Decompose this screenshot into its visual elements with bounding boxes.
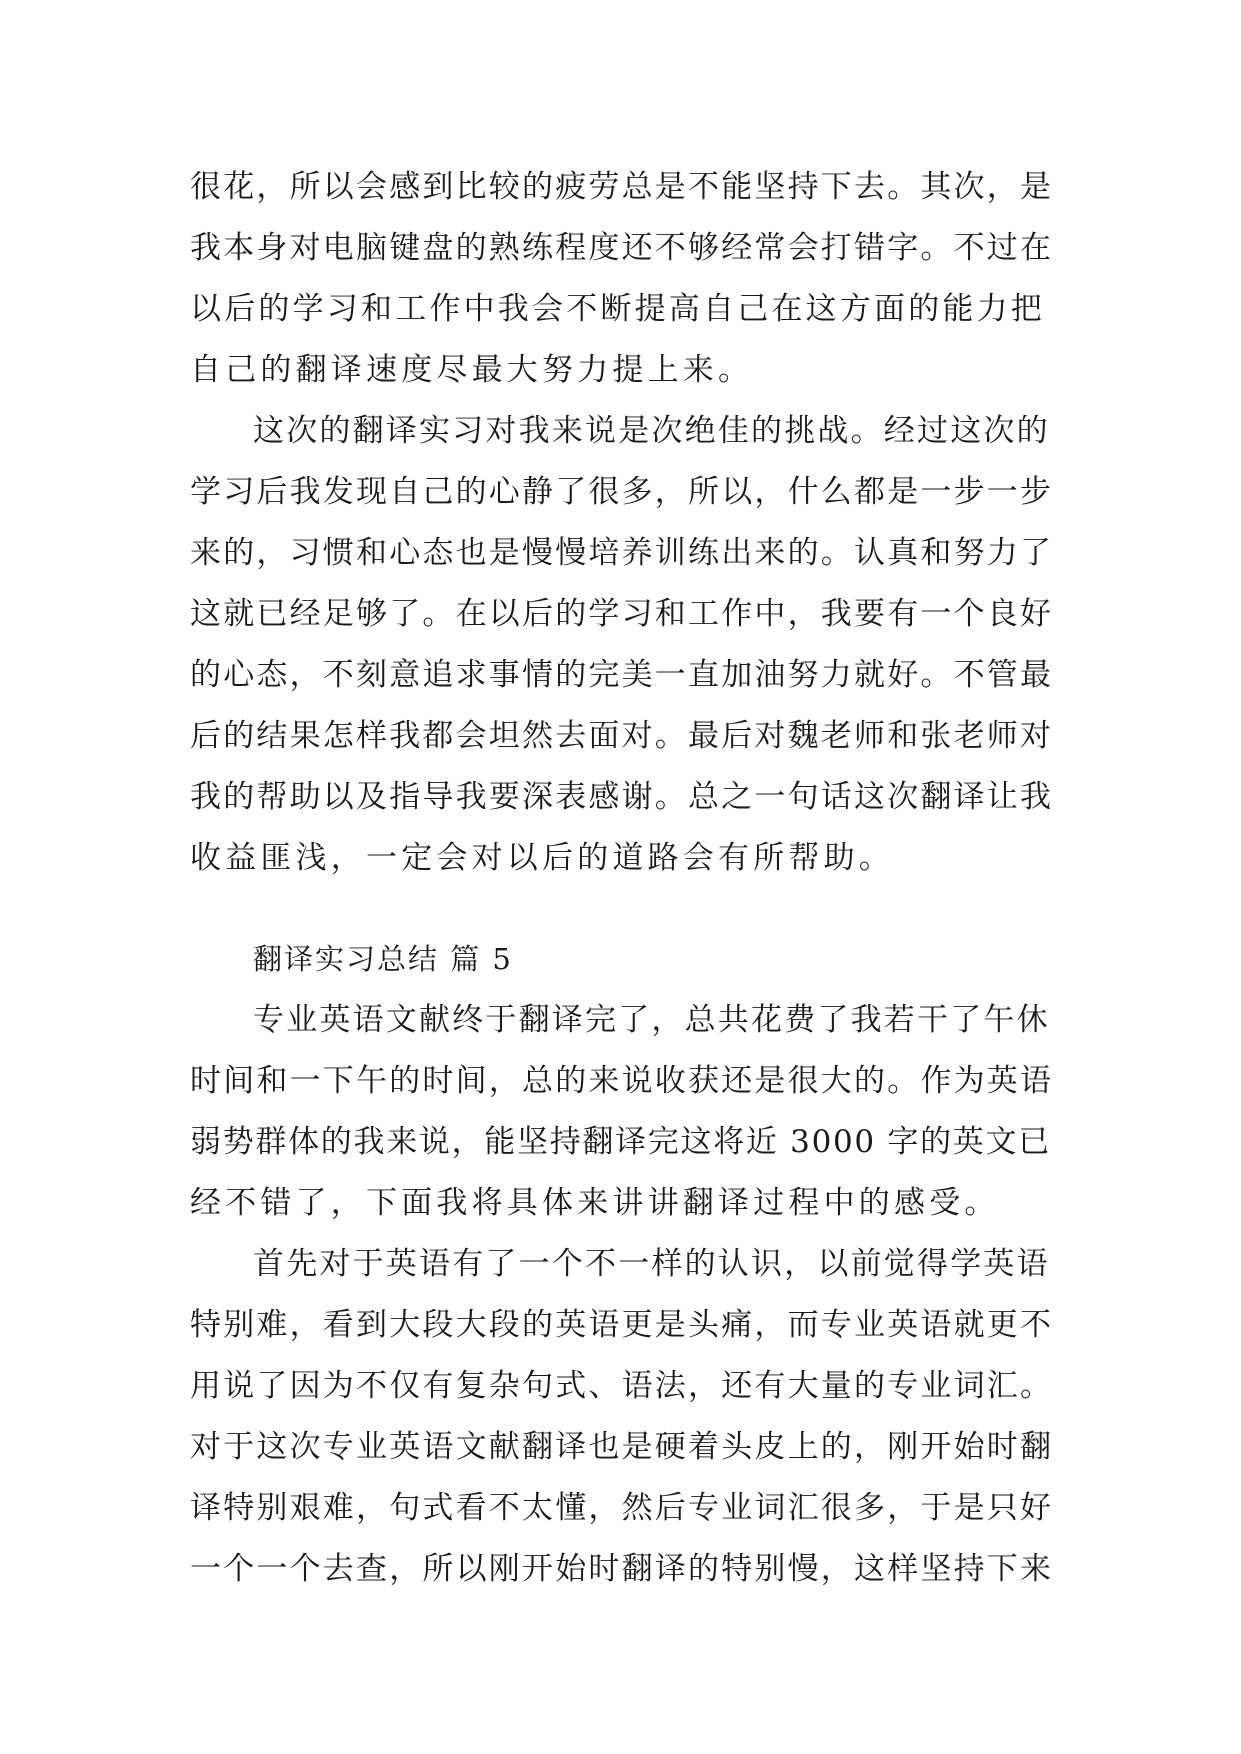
text-line: 译特别艰难，句式看不太懂，然后专业词汇很多，于是只好 [190, 1490, 1054, 1526]
text-line: 经不错了，下面我将具体来讲讲翻译过程中的感受。 [190, 1185, 1000, 1221]
text-line: 时间和一下午的时间，总的来说收获还是很大的。作为英语 [190, 1063, 1054, 1099]
text-line: 弱势群体的我来说，能坚持翻译完这将近 3000 字的英文已 [190, 1124, 1051, 1160]
text-line: 对于这次专业英语文献翻译也是硬着头皮上的，刚开始时翻 [190, 1429, 1054, 1465]
text-line: 这就已经足够了。在以后的学习和工作中，我要有一个良好 [190, 596, 1054, 632]
text-line: 特别难，看到大段大段的英语更是头痛，而专业英语就更不 [190, 1307, 1054, 1343]
text-line: 自己的翻译速度尽最大努力提上来。 [190, 352, 754, 388]
text-line: 我的帮助以及指导我要深表感谢。总之一句话这次翻译让我 [190, 779, 1054, 815]
paragraph-first-line: 首先对于英语有了一个不一样的认识，以前觉得学英语 [253, 1246, 1050, 1282]
section-heading: 翻译实习总结 篇 5 [253, 942, 513, 976]
paragraph-first-line: 这次的翻译实习对我来说是次绝佳的挑战。经过这次的 [253, 413, 1050, 449]
text-line: 后的结果怎样我都会坦然去面对。最后对魏老师和张老师对 [190, 718, 1054, 754]
text-line: 一个一个去查，所以刚开始时翻译的特别慢，这样坚持下来 [190, 1551, 1054, 1587]
text-line: 学习后我发现自己的心静了很多，所以，什么都是一步一步 [190, 474, 1054, 510]
text-line: 来的，习惯和心态也是慢慢培养训练出来的。认真和努力了 [190, 535, 1054, 571]
paragraph-first-line: 专业英语文献终于翻译完了，总共花费了我若干了午休 [253, 1002, 1050, 1038]
text-line: 用说了因为不仅有复杂句式、语法，还有大量的专业词汇。 [190, 1368, 1054, 1404]
text-line: 以后的学习和工作中我会不断提高自己在这方面的能力把 [190, 291, 1045, 327]
text-line: 我本身对电脑键盘的熟练程度还不够经常会打错字。不过在 [190, 230, 1054, 266]
text-line: 收益匪浅，一定会对以后的道路会有所帮助。 [190, 840, 894, 876]
text-line: 的心态，不刻意追求事情的完美一直加油努力就好。不管最 [190, 657, 1054, 693]
text-line: 很花，所以会感到比较的疲劳总是不能坚持下去。其次，是 [190, 169, 1054, 205]
